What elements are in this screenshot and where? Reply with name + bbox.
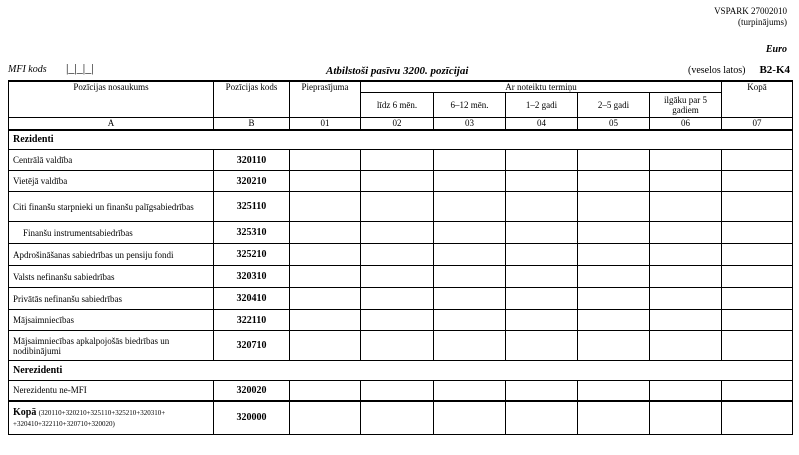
cell-03[interactable] <box>434 171 506 192</box>
row-code: 320020 <box>214 381 290 401</box>
cell-06[interactable] <box>650 192 722 222</box>
cell-07[interactable] <box>722 192 793 222</box>
row-code: 320110 <box>214 150 290 171</box>
cell-03[interactable] <box>434 401 506 435</box>
cell-03[interactable] <box>434 310 506 331</box>
cell-04[interactable] <box>506 310 578 331</box>
cell-04[interactable] <box>506 244 578 266</box>
row-code: 325110 <box>214 192 290 222</box>
section-nonresidents: Nerezidenti <box>9 361 793 381</box>
cell-01[interactable] <box>290 331 361 361</box>
row-code: 320210 <box>214 171 290 192</box>
cell-04[interactable] <box>506 222 578 244</box>
cell-05[interactable] <box>578 222 650 244</box>
row-name: Apdrošināšanas sabiedrības un pensiju fondi <box>9 244 214 266</box>
cell-07[interactable] <box>722 222 793 244</box>
cell-01[interactable] <box>290 266 361 288</box>
cell-04[interactable] <box>506 401 578 435</box>
col-header-t3: 1–2 gadi <box>506 93 578 118</box>
cell-03[interactable] <box>434 288 506 310</box>
col-header-code: Pozīcijas kods <box>214 81 290 118</box>
col-header-t2: 6–12 mēn. <box>434 93 506 118</box>
cell-04[interactable] <box>506 171 578 192</box>
row-name: Mājsaimniecības <box>9 310 214 331</box>
cell-03[interactable] <box>434 192 506 222</box>
row-name: Mājsaimniecības apkalpojošās biedrības un nodibinājumi <box>9 331 214 361</box>
cell-02[interactable] <box>361 171 434 192</box>
cell-06[interactable] <box>650 266 722 288</box>
col-letter-06: 06 <box>650 118 722 130</box>
section-residents: Rezidenti <box>9 130 793 150</box>
cell-06[interactable] <box>650 381 722 401</box>
cell-06[interactable] <box>650 288 722 310</box>
cell-01[interactable] <box>290 192 361 222</box>
cell-06[interactable] <box>650 310 722 331</box>
cell-01[interactable] <box>290 222 361 244</box>
col-letter-07: 07 <box>722 118 793 130</box>
table-code: B2-K4 <box>759 64 790 76</box>
cell-05[interactable] <box>578 310 650 331</box>
cell-07[interactable] <box>722 244 793 266</box>
row-code: 322110 <box>214 310 290 331</box>
col-letter-03: 03 <box>434 118 506 130</box>
row-name: Vietējā valdība <box>9 171 214 192</box>
form-header-right <box>714 6 787 28</box>
cell-05[interactable] <box>578 381 650 401</box>
row-name: Valsts nefinanšu sabiedrības <box>9 266 214 288</box>
cell-02[interactable] <box>361 244 434 266</box>
row-name: Nerezidentu ne-MFI <box>9 381 214 401</box>
col-header-t5: ilgāku par 5 gadiem <box>650 93 722 118</box>
col-letter-05: 05 <box>578 118 650 130</box>
cell-03[interactable] <box>434 266 506 288</box>
cell-02[interactable] <box>361 381 434 401</box>
mfi-line <box>8 61 790 79</box>
cell-05[interactable] <box>578 266 650 288</box>
cell-04[interactable] <box>506 331 578 361</box>
row-code: 325210 <box>214 244 290 266</box>
mfi-code-boxes[interactable]: |_|_|_| <box>66 61 94 75</box>
row-code: 320310 <box>214 266 290 288</box>
cell-03[interactable] <box>434 381 506 401</box>
total-formula: (320110+320210+325110+325210+320310+ +320410+322110+320710+320020) <box>13 408 166 428</box>
total-row-label <box>9 401 214 435</box>
row-name: Privātās nefinanšu sabiedrības <box>9 288 214 310</box>
table-title: Atbilstoši pasīvu 3200. pozīcijai <box>326 65 469 77</box>
cell-06[interactable] <box>650 222 722 244</box>
cell-05[interactable] <box>578 401 650 435</box>
mfi-code-label: MFI kods <box>8 64 47 75</box>
col-letter-04: 04 <box>506 118 578 130</box>
cell-03[interactable] <box>434 331 506 361</box>
cell-05[interactable] <box>578 171 650 192</box>
cell-04[interactable] <box>506 150 578 171</box>
cell-02[interactable] <box>361 401 434 435</box>
cell-04[interactable] <box>506 266 578 288</box>
cell-01[interactable] <box>290 310 361 331</box>
cell-05[interactable] <box>578 244 650 266</box>
cell-04[interactable] <box>506 381 578 401</box>
cell-05[interactable] <box>578 192 650 222</box>
col-header-t1: līdz 6 mēn. <box>361 93 434 118</box>
cell-07[interactable] <box>722 266 793 288</box>
cell-02[interactable] <box>361 266 434 288</box>
cell-01[interactable] <box>290 288 361 310</box>
cell-03[interactable] <box>434 222 506 244</box>
col-letter-a: A <box>9 118 214 130</box>
col-header-demand: Pieprasījuma <box>290 81 361 118</box>
unit-label: (veselos latos) <box>688 65 746 76</box>
row-name: Finanšu instrumentsabiedrības <box>9 222 214 244</box>
cell-02[interactable] <box>361 310 434 331</box>
cell-04[interactable] <box>506 192 578 222</box>
cell-01[interactable] <box>290 381 361 401</box>
total-label: Kopā <box>13 406 37 418</box>
cell-07[interactable] <box>722 288 793 310</box>
row-code: 320710 <box>214 331 290 361</box>
row-name: Centrālā valdība <box>9 150 214 171</box>
form-id: VSPARK 27002010 <box>714 6 787 16</box>
cell-05[interactable] <box>578 150 650 171</box>
cell-01[interactable] <box>290 401 361 435</box>
cell-05[interactable] <box>578 288 650 310</box>
currency-label: Euro <box>765 44 787 55</box>
cell-02[interactable] <box>361 288 434 310</box>
col-letter-02: 02 <box>361 118 434 130</box>
col-header-t4: 2–5 gadi <box>578 93 650 118</box>
cell-01[interactable] <box>290 150 361 171</box>
cell-06[interactable] <box>650 150 722 171</box>
continuation-note: (turpinājums) <box>738 17 787 27</box>
cell-07[interactable] <box>722 401 793 435</box>
cell-07[interactable] <box>722 150 793 171</box>
row-code: 325310 <box>214 222 290 244</box>
cell-01[interactable] <box>290 244 361 266</box>
col-header-term-group: Ar noteiktu termiņu <box>361 81 722 93</box>
cell-07[interactable] <box>722 310 793 331</box>
report-table <box>8 80 793 435</box>
cell-01[interactable] <box>290 171 361 192</box>
row-code: 320410 <box>214 288 290 310</box>
cell-04[interactable] <box>506 288 578 310</box>
cell-02[interactable] <box>361 222 434 244</box>
cell-03[interactable] <box>434 244 506 266</box>
cell-07[interactable] <box>722 381 793 401</box>
cell-02[interactable] <box>361 331 434 361</box>
cell-06[interactable] <box>650 244 722 266</box>
cell-06[interactable] <box>650 331 722 361</box>
cell-02[interactable] <box>361 150 434 171</box>
total-code: 320000 <box>214 401 290 435</box>
col-header-total: Kopā <box>722 81 793 118</box>
cell-03[interactable] <box>434 150 506 171</box>
cell-06[interactable] <box>650 171 722 192</box>
row-name: Citi finanšu starpnieki un finanšu palīgsabiedrības <box>9 192 214 222</box>
col-header-name: Pozīcijas nosaukums <box>9 81 214 118</box>
cell-07[interactable] <box>722 331 793 361</box>
cell-07[interactable] <box>722 171 793 192</box>
cell-05[interactable] <box>578 331 650 361</box>
cell-02[interactable] <box>361 192 434 222</box>
col-letter-b: B <box>214 118 290 130</box>
cell-06[interactable] <box>650 401 722 435</box>
col-letter-01: 01 <box>290 118 361 130</box>
